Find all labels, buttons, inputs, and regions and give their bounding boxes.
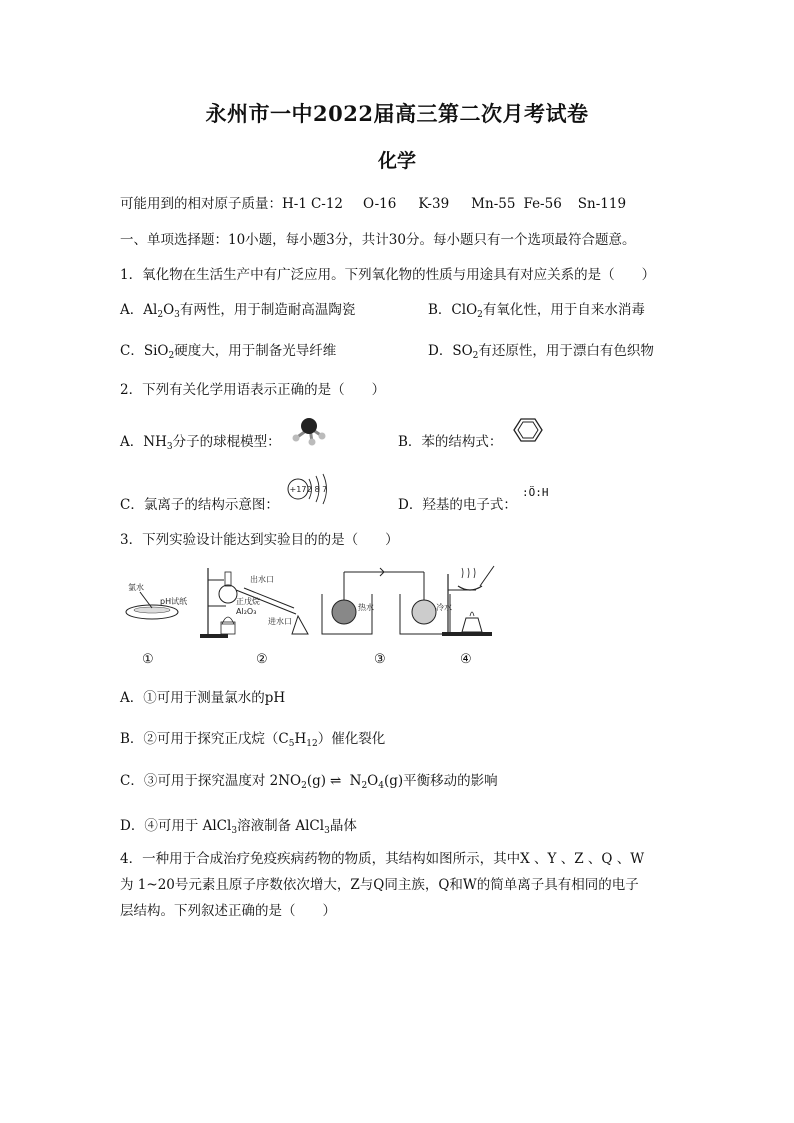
q1-option-d[interactable]	[428, 339, 654, 359]
section-heading: 一、单项选择题：10小题，每小题3分，共计30分。每小题只有一个选项最符合题意。	[120, 232, 636, 248]
q1-option-a[interactable]	[120, 298, 355, 318]
label-water-in: 进水口	[268, 617, 292, 626]
formula-part: N	[345, 773, 362, 789]
electron-shells: 2 8 7	[306, 485, 328, 494]
benzene-structure-icon	[506, 416, 548, 444]
q3-apparatus-figure	[118, 560, 618, 672]
subscript: 3	[324, 826, 330, 836]
option-text: (g)平衡移动的影响	[383, 773, 498, 789]
option-text: 硬度大，用于制备光导纤维	[174, 343, 337, 359]
formula-part: NH	[143, 434, 167, 450]
q4-line-3: 层结构。下列叙述正确的是（ ）	[120, 903, 336, 919]
q1-option-b[interactable]	[428, 298, 645, 318]
mass-fe: Fe-56	[523, 196, 562, 212]
formula-part: SiO	[143, 343, 169, 359]
apparatus-3	[322, 568, 452, 634]
mass-k: K-39	[418, 196, 450, 212]
q3-option-a[interactable]: A．①可用于测量氯水的pH	[120, 690, 286, 706]
subscript: 3	[166, 442, 173, 452]
mass-h: H-1	[282, 196, 307, 212]
subscript: 2	[168, 351, 175, 361]
label-pentane: 正戊烷	[236, 597, 260, 606]
subscript: 4	[378, 781, 384, 791]
option-text: C．③可用于探究温度对 2NO	[120, 773, 302, 789]
apparatus-2	[200, 568, 308, 638]
q2-stem: 2．下列有关化学用语表示正确的是（ ）	[120, 382, 386, 398]
subscript: 5	[288, 739, 295, 749]
apparatus-number-4: ④	[460, 652, 472, 667]
option-text: 有两性，用于制造耐高温陶瓷	[179, 302, 356, 318]
atomic-masses	[120, 192, 638, 212]
subscript: 2	[477, 310, 483, 320]
label-al2o3: Al₂O₃	[236, 607, 257, 616]
option-text: 分子的球棍模型：	[172, 434, 281, 450]
label-cold-water: 冷水	[436, 603, 452, 612]
option-text: D．④可用于 AlCl	[120, 818, 232, 834]
subscript: 2	[472, 351, 479, 361]
q3-option-b[interactable]	[120, 727, 385, 747]
formula-part: H	[294, 731, 307, 747]
mass-sn: Sn-119	[577, 196, 627, 212]
label-hot-water: 热水	[358, 603, 374, 612]
q3-option-d[interactable]	[120, 814, 357, 834]
formula-part: ClO	[451, 302, 478, 318]
nh3-ball-stick-model-icon	[288, 414, 328, 446]
option-letter: A．	[120, 434, 144, 450]
q2-option-b[interactable]: B．苯的结构式：	[398, 434, 503, 450]
label-ph-paper: pH试纸	[160, 597, 188, 606]
option-text: B．②可用于探究正戊烷（	[120, 731, 279, 747]
subscript: 3	[231, 826, 238, 836]
formula-part: O	[367, 773, 379, 789]
option-text: 有氧化性，用于自来水消毒	[482, 302, 645, 318]
formula-part: (g)	[306, 773, 327, 789]
mass-mn: Mn-55	[471, 196, 516, 212]
q2-option-c[interactable]: C．氯离子的结构示意图：	[120, 497, 279, 513]
chloride-ion-diagram-icon	[284, 472, 338, 508]
apparatus-number-3: ③	[374, 652, 386, 667]
exam-title: 永州市一中2022届高三第二次月考试卷	[205, 101, 589, 126]
q2-option-d[interactable]: D．羟基的电子式：	[398, 497, 517, 513]
option-letter: A．	[120, 302, 144, 318]
q1-stem: 1．氧化物在生活生产中有广泛应用。下列氧化物的性质与用途具有对应关系的是（ ）	[120, 267, 656, 283]
option-text: 有还原性，用于漂白有色织物	[478, 343, 654, 359]
subscript: 2	[301, 781, 307, 791]
subscript: 3	[174, 310, 180, 320]
mass-c: C-12	[310, 196, 344, 212]
q2-option-a[interactable]	[120, 430, 281, 450]
subscript: 2	[157, 310, 164, 320]
hydroxyl-electron-formula: :Ö:H	[522, 486, 549, 499]
subscript: 12	[306, 739, 318, 749]
subject-title: 化学	[377, 150, 416, 172]
subscript: 2	[361, 781, 368, 791]
q3-option-c[interactable]	[120, 769, 498, 789]
mass-o: O-16	[363, 196, 397, 212]
masses-intro: 可能用到的相对原子质量：	[120, 196, 282, 212]
formula-part: C	[278, 731, 289, 747]
option-letter: C．	[120, 343, 144, 359]
nucleus-charge: +17	[289, 485, 307, 494]
equilibrium-arrow-icon: ⇌	[330, 773, 342, 789]
option-text: 晶体	[329, 818, 357, 834]
q3-stem: 3．下列实验设计能达到实验目的的是（ ）	[120, 532, 399, 548]
formula-part: O	[163, 302, 175, 318]
label-chlorine-water: 氯水	[128, 583, 144, 592]
q4-line-2: 为 1~20号元素且原子序数依次增大，Z与Q同主族，Q和W的简单离子具有相同的电子	[120, 877, 639, 893]
option-text: ）催化裂化	[317, 731, 386, 747]
apparatus-number-2: ②	[256, 652, 268, 667]
q4-stem	[120, 846, 680, 924]
label-water-out: 出水口	[250, 575, 274, 584]
apparatus-1	[126, 582, 187, 619]
option-text: 溶液制备 AlCl	[237, 818, 325, 834]
option-letter: D．	[428, 343, 453, 359]
q1-option-c[interactable]	[120, 339, 336, 359]
option-letter: B．	[428, 302, 452, 318]
q4-line-1: 4．一种用于合成治疗免疫疾病药物的物质，其结构如图所示，其中X 、Y 、Z 、Q 、W	[120, 851, 645, 867]
apparatus-number-1: ①	[142, 652, 154, 667]
formula-part: SO	[452, 343, 473, 359]
formula-part: Al	[143, 302, 158, 318]
